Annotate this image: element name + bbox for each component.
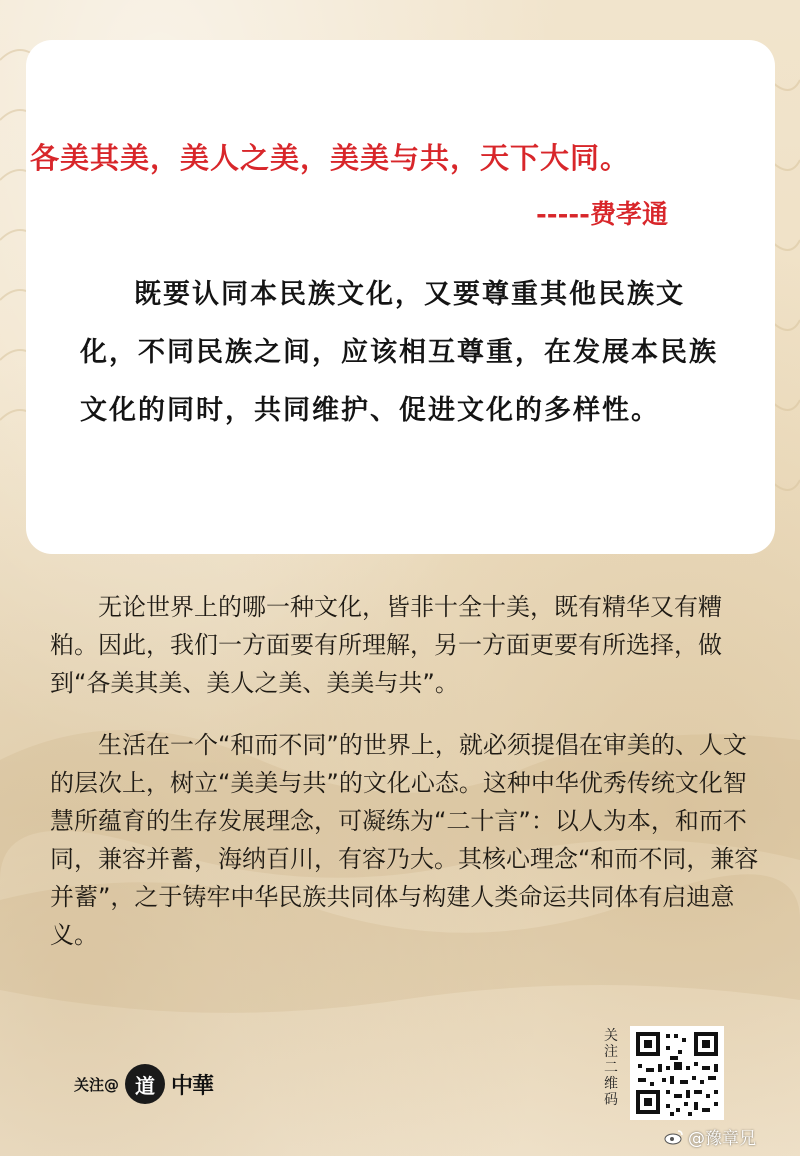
qr-caption: 关注二维码 <box>604 1028 618 1108</box>
weibo-icon <box>664 1129 684 1145</box>
brand-logo-icon: 道 <box>125 1064 165 1104</box>
quote-text: 各美其美，美人之美，美美与共，天下大同。 <box>30 141 631 175</box>
quote-author: -----费孝通 <box>536 200 668 230</box>
brand-name: 中華 <box>171 1072 214 1099</box>
body-paragraph-2: 生活在一个“和而不同”的世界上，就必须提倡在审美的、人文的层次上，树立“美美与共”的文化心态。这种中华优秀传统文化智慧所蕴育的生存发展理念，可凝练为“二十言”：以人为本，和而不同，兼容并蓄，海纳百川，有容乃大。其核心理念“和而不同，兼容并蓄”，之于铸牢中华民族共同体与构建人类命运共同体有启迪意义。 <box>50 731 759 949</box>
body-paragraph-1: 无论世界上的哪一种文化，皆非十全十美，既有精华又有糟粕。因此，我们一方面要有所理解，另一方面更要有所选择，做到“各美其美、美人之美、美美与共”。 <box>50 593 722 697</box>
card-paragraph: 既要认同本民族文化，又要尊重其他民族文化，不同民族之间，应该相互尊重，在发展本民族文化的同时，共同维护、促进文化的多样性。 <box>80 279 718 426</box>
qr-code-icon[interactable] <box>630 1026 724 1120</box>
follow-account[interactable] <box>74 1066 213 1102</box>
watermark-text: @豫章兄 <box>688 1129 756 1149</box>
follow-label: 关注@ <box>74 1075 120 1094</box>
weibo-watermark <box>664 1124 756 1149</box>
